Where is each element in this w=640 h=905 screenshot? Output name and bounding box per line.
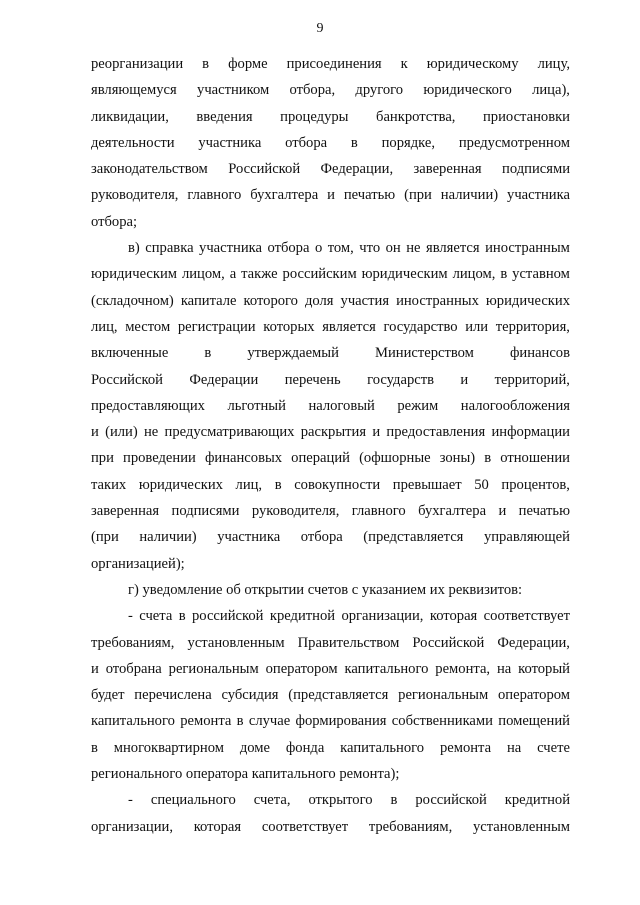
word: кредитной	[269, 608, 336, 625]
word: о	[314, 240, 323, 257]
text-line	[91, 182, 570, 208]
word: руководителя,	[91, 187, 179, 204]
word: к	[400, 56, 408, 72]
word: многоквартирном	[113, 739, 224, 756]
word: главного	[351, 503, 406, 520]
word: включенные	[91, 345, 169, 362]
word: Правительством	[297, 634, 400, 651]
text-line	[91, 340, 570, 366]
document-body	[91, 51, 570, 840]
word: подписями	[171, 503, 240, 520]
text-line	[91, 77, 570, 103]
word: финансовых	[204, 450, 283, 467]
word: отбора	[285, 134, 328, 151]
word: 50	[474, 476, 489, 493]
word: главного	[187, 187, 242, 204]
word: установленным	[472, 818, 570, 835]
word: является	[322, 318, 376, 335]
word: а	[229, 266, 237, 283]
word: являющемуся	[91, 82, 177, 99]
word: Российской	[412, 634, 485, 651]
text-line	[91, 787, 570, 813]
word: в	[178, 608, 186, 625]
word: операций	[291, 450, 350, 467]
word: справка	[145, 240, 194, 257]
word: организации,	[341, 608, 424, 625]
word: участника	[199, 240, 262, 257]
word: в	[390, 792, 398, 809]
word: территорий,	[494, 371, 570, 388]
text-line	[91, 51, 570, 77]
word: также	[241, 266, 278, 283]
word: участника	[507, 187, 570, 204]
word: ремонта	[180, 713, 232, 730]
word: перечень	[284, 371, 341, 388]
text-line	[91, 524, 570, 550]
word: (офшорные	[359, 450, 431, 467]
word: заверенная	[91, 503, 160, 520]
text-line	[91, 498, 570, 524]
word: ремонта	[439, 739, 492, 756]
text-line	[91, 735, 570, 761]
word: отбора,	[289, 82, 336, 99]
text-line	[91, 603, 570, 629]
word: участника	[217, 529, 281, 546]
word: управляющей	[483, 529, 570, 546]
word: режим	[397, 397, 439, 414]
word: лицом,	[452, 266, 496, 283]
word: местом	[125, 318, 171, 335]
word: капитале	[180, 292, 237, 309]
word: Российской	[91, 371, 163, 388]
word: оператором	[497, 687, 570, 704]
word: Федерации,	[497, 634, 570, 651]
word: и	[91, 424, 99, 441]
text-line: регионального оператора капитального ремонта);	[91, 766, 400, 783]
word: другого	[355, 82, 404, 99]
word: российской	[192, 608, 264, 625]
word: которых	[263, 318, 315, 335]
word: (складочном)	[91, 292, 174, 309]
word: организации,	[91, 818, 173, 835]
word: заверенная	[413, 161, 482, 178]
word: лицом,	[181, 266, 225, 283]
word: льготный	[227, 397, 286, 414]
word: в	[91, 739, 98, 756]
word: регистрации	[177, 318, 256, 335]
word: том,	[327, 240, 354, 257]
word: и	[91, 660, 99, 677]
word: участником	[197, 82, 270, 99]
word: и	[498, 503, 507, 520]
word: в	[236, 713, 244, 730]
word: капитального	[340, 739, 425, 756]
word: соответствует	[261, 818, 349, 835]
word: требованиям,	[91, 634, 175, 651]
text-line	[91, 104, 570, 130]
word: наличии)	[440, 187, 499, 204]
word: доме	[239, 739, 270, 756]
word: введения	[196, 108, 253, 125]
word: бухгалтера	[250, 187, 319, 204]
word: требованиям,	[368, 818, 453, 835]
word: счета,	[253, 792, 291, 809]
word: ремонта,	[435, 660, 491, 677]
text-line	[91, 708, 570, 734]
word: помещений	[498, 713, 570, 730]
word: налогообложения	[460, 397, 570, 414]
word: юридического	[423, 82, 512, 99]
word: не	[406, 240, 421, 257]
word: информации	[491, 424, 570, 441]
word: процедуры	[280, 108, 349, 125]
word: уставном	[512, 266, 570, 283]
word: совокупности	[294, 476, 381, 493]
word: печатью	[343, 187, 396, 204]
word: российским	[282, 266, 357, 283]
word: участника	[198, 134, 262, 151]
word: порядке,	[381, 134, 436, 151]
word: ликвидации,	[91, 108, 169, 125]
word: предоставляющих	[91, 397, 205, 414]
text-line	[91, 261, 570, 287]
word: (или)	[105, 424, 138, 441]
word: или	[465, 318, 489, 335]
word: (при	[91, 529, 119, 546]
word: -	[128, 792, 133, 809]
word: лиц,	[235, 476, 263, 493]
word: который	[518, 660, 570, 677]
word: иностранным	[485, 240, 570, 257]
word: счете	[537, 739, 570, 756]
word: форме	[228, 56, 268, 72]
word: зоны)	[439, 450, 476, 467]
word: на	[496, 660, 512, 677]
word: -	[128, 608, 133, 625]
word: региональным	[398, 687, 489, 704]
text-line	[91, 682, 570, 708]
word: территория,	[495, 318, 570, 335]
text-line	[91, 393, 570, 419]
text-line: г) уведомление об открытии счетов с указанием их реквизитов:	[128, 581, 523, 598]
word: в	[484, 450, 492, 467]
word: наличии)	[139, 529, 197, 546]
word: проведении	[123, 450, 196, 467]
word: будет	[91, 687, 125, 704]
word: случае	[248, 713, 291, 730]
word: реорганизации	[91, 56, 184, 72]
word: в	[350, 134, 358, 151]
word: капитального	[344, 660, 429, 677]
word: фонда	[285, 739, 325, 756]
word: превышает	[392, 476, 462, 493]
word: присоединения	[286, 56, 382, 72]
word: российской	[415, 792, 487, 809]
word: которая	[429, 608, 478, 625]
word: в	[202, 56, 210, 72]
word: капитального	[91, 713, 175, 730]
text-line: организацией);	[91, 555, 185, 572]
word: юридических	[138, 476, 223, 493]
word: подписями	[502, 161, 570, 178]
word: на	[506, 739, 522, 756]
word: лица),	[532, 82, 570, 99]
word: таких	[91, 476, 127, 493]
text-line	[91, 419, 570, 445]
text-line	[91, 445, 570, 471]
word: раскрытия	[300, 424, 367, 441]
word: что	[359, 240, 381, 257]
word: Федерации	[189, 371, 259, 388]
word: иностранных	[396, 292, 479, 309]
word: предусматривающих	[164, 424, 295, 441]
word: открытого	[308, 792, 373, 809]
word: предусмотренном	[458, 134, 570, 151]
word: юридическим	[91, 266, 178, 283]
text-line	[91, 314, 570, 340]
word: региональным	[168, 660, 259, 677]
word: юридических	[485, 292, 570, 309]
word: доля	[305, 292, 334, 309]
word: печатью	[518, 503, 570, 520]
text-line	[91, 814, 570, 840]
word: в	[204, 345, 212, 362]
word: установленным	[187, 634, 285, 651]
word: кредитной	[504, 792, 570, 809]
text-line	[91, 288, 570, 314]
word: государство	[383, 318, 458, 335]
word: собственниками	[391, 713, 493, 730]
word: лиц,	[91, 318, 118, 335]
text-line	[91, 367, 570, 393]
word: бухгалтера	[418, 503, 487, 520]
word: утверждаемый	[247, 345, 339, 362]
word: Федерации,	[320, 161, 394, 178]
word: соответствует	[483, 608, 570, 625]
word: которая	[193, 818, 242, 835]
word: субсидия	[221, 687, 279, 704]
word: в)	[128, 240, 140, 257]
word: которого	[243, 292, 298, 309]
word: в	[500, 266, 508, 283]
word: законодательством	[91, 161, 208, 178]
word: специального	[150, 792, 236, 809]
word: банкротства,	[376, 108, 456, 125]
word: в	[274, 476, 282, 493]
word: руководителя,	[251, 503, 340, 520]
word: отбора	[267, 240, 310, 257]
word: отношении	[500, 450, 570, 467]
word: оператором	[265, 660, 338, 677]
word: при	[91, 450, 114, 467]
word: является	[425, 240, 480, 257]
word: не	[143, 424, 159, 441]
word: формирования	[295, 713, 387, 730]
text-line	[91, 235, 570, 261]
word: и	[372, 424, 381, 441]
word: налоговый	[308, 397, 375, 414]
word: лицу,	[537, 56, 570, 72]
word: отбора	[300, 529, 343, 546]
word: юридическому	[426, 56, 519, 72]
word: и	[460, 371, 469, 388]
word: перечислена	[134, 687, 212, 704]
word: процентов,	[501, 476, 570, 493]
word: деятельности	[91, 134, 175, 151]
word: (представляется	[288, 687, 389, 704]
word: юридическим	[361, 266, 448, 283]
word: финансов	[509, 345, 570, 362]
word: (при	[404, 187, 432, 204]
word: государств	[367, 371, 434, 388]
text-line	[91, 156, 570, 182]
word: предоставления	[386, 424, 486, 441]
word: отобрана	[105, 660, 162, 677]
word: и	[327, 187, 335, 204]
word: Российской	[228, 161, 301, 178]
text-line: отбора;	[91, 213, 138, 230]
word: участия	[340, 292, 390, 309]
word: приостановки	[483, 108, 570, 125]
word: (представляется	[363, 529, 464, 546]
word: Министерством	[374, 345, 474, 362]
word: счета	[139, 608, 173, 625]
text-line	[91, 630, 570, 656]
text-line	[91, 130, 570, 156]
text-line	[91, 472, 570, 498]
page-number: 9	[316, 21, 324, 36]
text-line	[91, 656, 570, 682]
word: он	[385, 240, 401, 257]
